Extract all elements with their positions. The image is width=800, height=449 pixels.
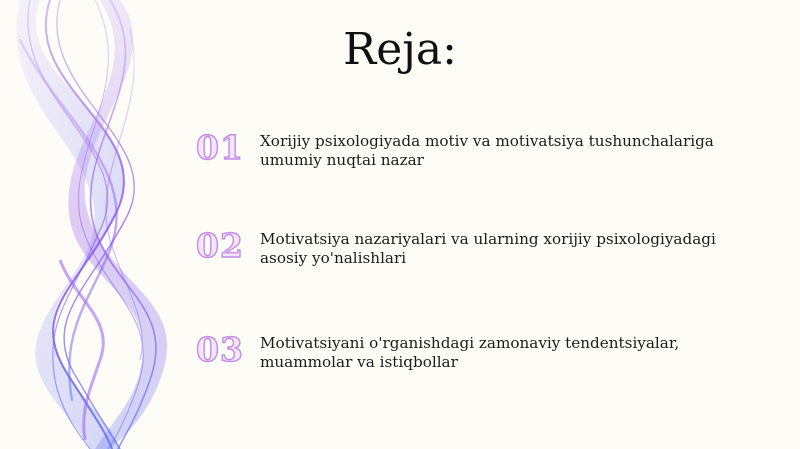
list-item: [196, 226, 736, 276]
list-item: [196, 128, 736, 178]
list-item: [196, 330, 736, 380]
item-number: 01: [196, 128, 244, 167]
item-text: Motivatsiyani o'rganishdagi zamonaviy tendentsiyalar, muammolar va istiqbollar: [260, 334, 680, 371]
item-number: 02: [196, 226, 244, 265]
slide-title: Reja:: [343, 24, 457, 75]
item-text: Xorijiy psixologiyada motiv va motivatsiya tushunchalariga umumiy nuqtai nazar: [260, 132, 714, 169]
purple-smoke-wave-decoration: [0, 0, 210, 449]
item-text: Motivatsiya nazariyalari va ularning xorijiy psixologiyadagi asosiy yo'nalishlari: [260, 230, 716, 267]
item-number: 03: [196, 330, 244, 369]
